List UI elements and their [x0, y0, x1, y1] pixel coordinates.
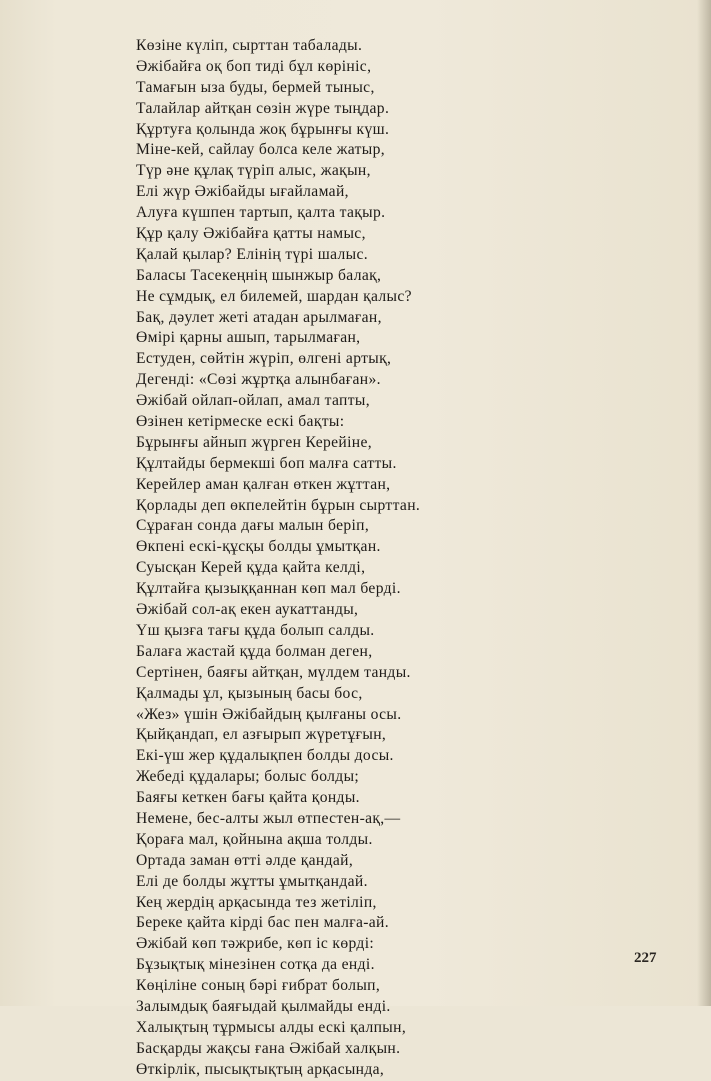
- poem-line: Құр қалу Әжібайға қатты намыс,: [136, 225, 366, 243]
- poem-line: Не сұмдық, ел билемей, шардан қалыс?: [136, 287, 412, 305]
- poem-line: Алуға күшпен тартып, қалта тақыр.: [136, 204, 386, 222]
- poem-line: Сертінен, баяғы айтқан, мүлдем танды.: [136, 663, 411, 681]
- poem-line: Елі де болды жұтты ұмытқандай.: [136, 872, 368, 890]
- poem-line: Залымдық баяғыдай қылмайды енді.: [136, 997, 391, 1015]
- poem-line: Қораға мал, қойнына ақша толды.: [136, 830, 373, 848]
- poem-line: Немене, бес-алты жыл өтпестен-ақ,—: [136, 809, 401, 827]
- poem-line: Екі-үш жер құдалықпен болды досы.: [136, 747, 394, 765]
- poem-line: Халықтың тұрмысы алды ескі қалпын,: [136, 1018, 407, 1036]
- poem-line: Өкпені ескі-құсқы болды ұмытқан.: [136, 538, 381, 556]
- poem-line: Құртуға қолында жоқ бұрынғы күш.: [136, 120, 390, 138]
- poem-line: Талайлар айтқан сөзін жүре тыңдар.: [136, 99, 390, 117]
- poem-line: «Жез» үшін Әжібайдың қылғаны осы.: [136, 705, 402, 723]
- poem-line: Суысқан Керей құда қайта келді,: [136, 559, 366, 577]
- poem-line: Қорлады деп өкпелейтін бұрын сырттан.: [136, 496, 421, 514]
- poem-line: Ортада заман өтті әлде қандай,: [136, 851, 354, 869]
- poem-line: Балаға жастай құда болман деген,: [136, 642, 373, 660]
- poem-line: Тамағын ыза буды, бермей тыныс,: [136, 78, 375, 96]
- poem-line: Сұраған сонда дағы малын беріп,: [136, 517, 370, 535]
- poem-line: Керейлер аман қалған өткен жұттан,: [136, 475, 391, 493]
- poem-line: Түр әне құлақ түріп алыс, жақын,: [136, 162, 371, 180]
- poem-line: Өткірлік, пысықтықтың арқасында,: [136, 1060, 385, 1078]
- poem-line: Құлтайға қызыққаннан көп мал берді.: [136, 580, 401, 598]
- poem-line: Жебеді құдалары; болыс болды;: [136, 768, 360, 786]
- poem-line: Бақ, дәулет жеті атадан арылмаған,: [136, 308, 382, 326]
- poem-line: Кең жердің арқасында тез жетіліп,: [136, 893, 377, 911]
- poem-line: Әжібай көп тәжрибе, көп іс көрді:: [136, 935, 375, 953]
- poem-line: Құлтайды бермекші боп малға сатты.: [136, 454, 397, 472]
- poem-line: Қалай қылар? Елінің түрі шалыс.: [136, 245, 368, 263]
- poem-text: [136, 36, 656, 1081]
- poem-line: Баяғы кеткен бағы қайта қонды.: [136, 789, 360, 807]
- poem-line: Басқарды жақсы ғана Әжібай халқын.: [136, 1039, 401, 1057]
- poem-line: Қыйқандап, ел азғырып жүретұғын,: [136, 726, 387, 744]
- page-number: 227: [634, 950, 657, 966]
- poem-line: Бұрынғы айнып жүрген Керейіне,: [136, 433, 372, 451]
- poem-line: Елі жүр Әжібайды ығайламай,: [136, 183, 349, 201]
- poem-line: Қалмады ұл, қызының басы бос,: [136, 684, 363, 702]
- poem-line: Әжібайға оқ боп тиді бұл көрініс,: [136, 57, 372, 75]
- poem-line: Көңіліне соның бәрі ғибрат болып,: [136, 977, 381, 995]
- poem-line: Береке қайта кірді бас пен малға-ай.: [136, 914, 389, 932]
- poem-line: Дегенді: «Сөзі жұртқа алынбаған».: [136, 371, 381, 389]
- poem-line: Үш қызға тағы құда болып салды.: [136, 621, 375, 639]
- poem-line: Бұзықтық мінезінен сотқа да енді.: [136, 956, 375, 974]
- poem-line: Баласы Тасекеңнің шынжыр балақ,: [136, 266, 382, 284]
- poem-line: Естуден, сөйтін жүріп, өлгені артық,: [136, 350, 392, 368]
- page-edge-shadow: [697, 0, 711, 1006]
- poem-line: Міне-кей, сайлау болса келе жатыр,: [136, 141, 386, 159]
- poem-line: Әжібай сол-ақ екен аукаттанды,: [136, 601, 359, 619]
- poem-line: Әжібай ойлап-ойлап, амал тапты,: [136, 392, 370, 410]
- poem-line: Өмірі қарны ашып, тарылмаған,: [136, 329, 361, 347]
- poem-line: Өзінен кетірмеске ескі бақты:: [136, 413, 345, 431]
- poem-line: Көзіне күліп, сырттан табалады.: [136, 37, 363, 54]
